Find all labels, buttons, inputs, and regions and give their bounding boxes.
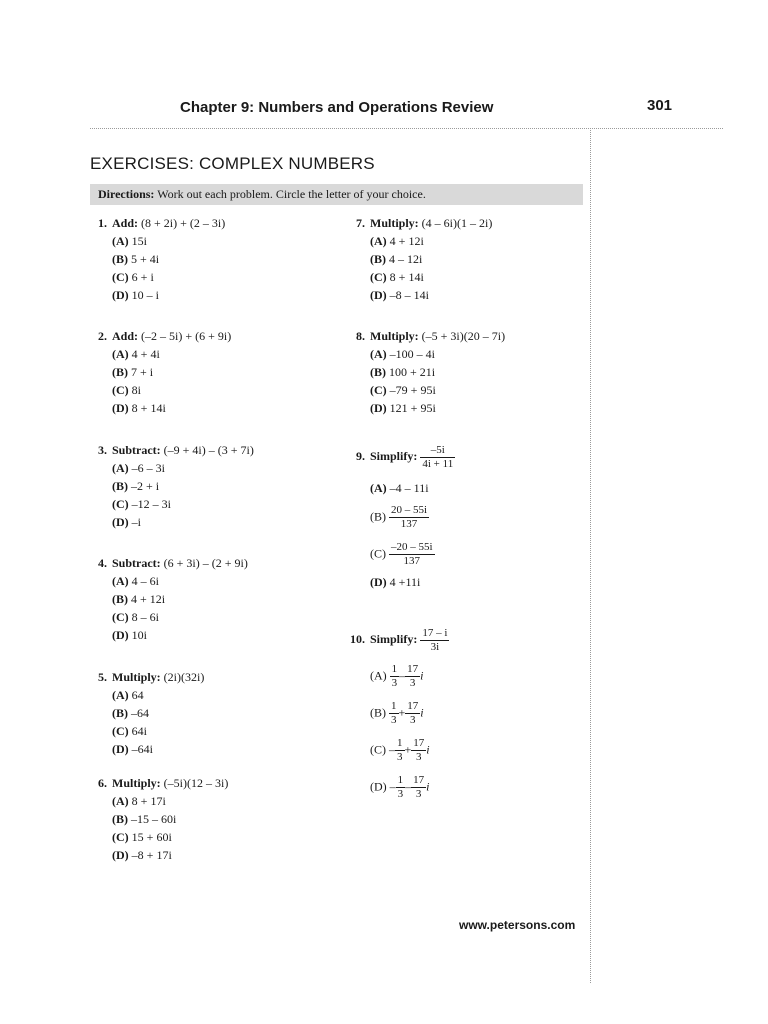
choice-label: (C) [112,270,129,284]
choice-label: (B) [112,706,128,720]
choice-c[interactable] [370,738,610,763]
choice-text: 8 + 14i [131,401,166,415]
choice-text: 64i [131,724,148,738]
choice-c[interactable] [112,495,352,513]
choice-sign: – [389,779,396,794]
question-expression: (–5i)(12 – 3i) [160,776,229,790]
choice-b[interactable] [112,363,352,381]
choice-operator: + [404,742,412,757]
choice-b[interactable] [370,505,610,530]
choice-fraction-a [396,775,406,800]
question-number: 7. [356,216,365,230]
choice-operator: – [405,779,412,794]
question-5 [98,668,352,758]
choice-sign: – [389,742,395,757]
question-10 [350,624,610,800]
choice-label: (C) [112,610,129,624]
choice-b[interactable] [112,250,352,268]
choice-label: (B) [370,252,386,266]
choice-text: –i [131,515,142,529]
choice-label: (A) [370,347,387,361]
chapter-title: Chapter 9: Numbers and Operations Review [180,99,494,116]
choice-label: (C) [112,830,129,844]
question-verb: Subtract: [112,443,161,457]
choice-fraction-b [405,701,420,726]
choice-label: (B) [112,479,128,493]
choice-fraction-a [395,738,405,763]
choice-d[interactable] [370,573,610,591]
choice-a[interactable] [112,686,352,704]
choice-label: (D) [370,401,387,415]
choice-text: –64 [131,706,149,720]
choice-text: –12 – 3i [131,497,172,511]
choice-text: 121 + 95i [389,401,436,415]
question-number: 9. [356,449,365,463]
question-expression: (–9 + 4i) – (3 + 7i) [160,443,254,457]
question-3 [98,441,352,531]
question-verb: Multiply: [370,216,419,230]
choice-a[interactable] [370,232,610,250]
choice-text: 7 + i [131,365,154,379]
choice-b[interactable] [112,704,352,722]
choice-text: 8i [131,383,142,397]
choice-label: (C) [370,546,386,561]
choice-label: (D) [112,515,129,529]
choice-c[interactable] [112,828,352,846]
choice-text: 4 + 12i [131,592,166,606]
choice-imaginary-unit: i [420,668,424,683]
choice-text: 10i [131,628,148,642]
choice-b[interactable] [112,810,352,828]
question-fraction [420,628,449,653]
choice-text: 100 + 21i [389,365,436,379]
choice-label: (C) [112,724,129,738]
choice-text: 4 + 12i [389,234,424,248]
choice-label: (C) [370,270,387,284]
choice-b[interactable] [370,250,610,268]
choice-text: –4 – 11i [389,481,429,495]
fraction-denominator: 3 [410,714,416,726]
fraction-denominator: 3 [391,677,398,689]
fraction-numerator: 17 [407,663,419,675]
choice-a[interactable] [112,459,352,477]
choice-text: –100 – 4i [389,347,436,361]
choice-text: 6 + i [131,270,154,284]
choice-fraction-a [389,701,399,726]
choice-label: (B) [112,592,128,606]
choice-a[interactable] [112,792,352,810]
question-number: 6. [98,776,107,790]
fraction-denominator: 3i [430,640,440,653]
choice-imaginary-unit: i [426,742,430,757]
choice-label: (C) [370,742,386,757]
choice-label: (D) [112,401,129,415]
question-4 [98,554,352,644]
choice-text: –6 – 3i [131,461,166,475]
page-number: 301 [647,97,673,114]
question-expression: (8 + 2i) + (2 – 3i) [138,216,226,230]
choice-label: (D) [370,779,387,794]
choice-label: (C) [370,383,387,397]
choice-d[interactable] [112,286,352,304]
question-8 [356,327,610,417]
choice-label: (D) [112,288,129,302]
fraction-numerator: 17 [413,774,425,786]
question-9 [356,441,610,591]
choice-label: (B) [112,252,128,266]
choice-label: (A) [112,461,129,475]
choice-label: (A) [112,688,129,702]
choice-text: 8 + 17i [131,794,166,808]
question-verb: Simplify: [370,632,418,646]
choice-a[interactable] [112,232,352,250]
choice-fraction [389,542,435,567]
choice-text: 8 + 14i [389,270,424,284]
choice-a[interactable] [370,479,610,497]
directions-label: Directions: [98,187,155,201]
fraction-denominator: 4i + 11 [422,457,454,470]
fraction-denominator: 3 [397,751,403,763]
directions-text: Work out each problem. Circle the letter of your choice. [154,187,426,201]
question-2 [98,327,352,417]
choice-c[interactable] [370,268,610,286]
choice-text: –15 – 60i [131,812,177,826]
choice-c[interactable] [112,608,352,626]
choice-text: –8 + 17i [131,848,172,862]
question-verb: Multiply: [112,670,161,684]
question-number: 1. [98,216,107,230]
fraction-denominator: 3 [409,677,416,689]
choice-label: (A) [370,668,387,683]
choice-label: (C) [112,497,129,511]
fraction-denominator: 3 [416,751,422,763]
fraction-denominator: 3 [397,788,404,800]
fraction-numerator: –20 – 55i [391,541,433,553]
choice-d[interactable] [112,740,352,758]
choice-text: 4 – 12i [389,252,423,266]
choice-label: (A) [112,347,129,361]
choice-b[interactable] [112,477,352,495]
fraction-numerator: 1 [391,700,397,712]
question-number: 5. [98,670,107,684]
choice-text: 8 – 6i [131,610,160,624]
choice-text: 10 – i [131,288,160,302]
choice-operator: + [398,705,406,720]
choice-imaginary-unit: i [426,779,430,794]
question-expression: (2i)(32i) [160,670,205,684]
choice-text: –64i [131,742,154,756]
choice-text: 5 + 4i [131,252,160,266]
question-number: 2. [98,329,107,343]
choice-fraction-b [405,664,420,689]
choice-label: (D) [112,848,129,862]
choice-d[interactable] [112,626,352,644]
choice-fraction-b [411,775,426,800]
choice-c[interactable] [112,381,352,399]
choice-a[interactable] [112,572,352,590]
choice-label: (B) [370,365,386,379]
choice-text: 4 + 4i [131,347,160,361]
choice-text: 64 [131,688,144,702]
fraction-numerator: 17 [413,737,425,749]
fraction-denominator: 137 [400,518,418,530]
section-title: EXERCISES: COMPLEX NUMBERS [90,154,375,173]
choice-text: 15 + 60i [131,830,172,844]
publisher-website[interactable]: www.petersons.com [459,918,576,932]
fraction-denominator: 137 [403,555,421,567]
choice-a[interactable] [370,664,610,689]
choice-label: (B) [370,705,386,720]
choice-text: 15i [131,234,148,248]
choice-label: (A) [112,574,129,588]
fraction-denominator: 3 [415,788,422,800]
choice-label: (B) [112,812,128,826]
question-verb: Multiply: [370,329,419,343]
choice-label: (A) [370,481,387,495]
choice-fraction [389,505,429,530]
question-verb: Multiply: [112,776,161,790]
question-verb: Subtract: [112,556,161,570]
question-expression: (4 – 6i)(1 – 2i) [418,216,493,230]
question-verb: Add: [112,329,139,343]
question-verb: Simplify: [370,449,418,463]
choice-fraction-a [390,664,400,689]
choice-text: 4 +11i [389,575,421,589]
question-number: 3. [98,443,107,457]
question-7 [356,214,610,304]
fraction-numerator: 1 [397,737,403,749]
choice-label: (D) [370,575,387,589]
fraction-numerator: 17 – i [422,626,448,639]
choice-d[interactable] [370,399,610,417]
question-verb: Add: [112,216,139,230]
choice-text: –79 + 95i [389,383,436,397]
choice-c[interactable] [112,268,352,286]
question-expression: (–5 + 3i)(20 – 7i) [418,329,506,343]
question-1 [98,214,352,304]
choice-a[interactable] [112,345,352,363]
question-expression: (–2 – 5i) + (6 + 9i) [138,329,232,343]
choice-c[interactable] [370,542,610,567]
fraction-numerator: 20 – 55i [391,504,428,516]
question-number: 8. [356,329,365,343]
choice-imaginary-unit: i [420,705,424,720]
header-divider [90,128,723,129]
choice-text: –2 + i [131,479,160,493]
choice-label: (D) [370,288,387,302]
choice-d[interactable] [112,399,352,417]
choice-b[interactable] [370,363,610,381]
choice-c[interactable] [112,722,352,740]
question-fraction [420,445,455,470]
choice-label: (A) [370,234,387,248]
choice-a[interactable] [370,345,610,363]
choice-label: (D) [112,742,129,756]
choice-c[interactable] [370,381,610,399]
question-expression: (6 + 3i) – (2 + 9i) [160,556,248,570]
question-number: 4. [98,556,107,570]
fraction-denominator: 3 [391,714,397,726]
choice-label: (B) [370,509,386,524]
directions-bar [90,184,583,205]
choice-label: (B) [112,365,128,379]
choice-d[interactable] [370,775,610,800]
question-number: 10. [350,632,365,646]
choice-text: –8 – 14i [389,288,430,302]
choice-text: 4 – 6i [131,574,160,588]
question-6 [98,774,352,864]
fraction-numerator: 1 [397,774,404,786]
choice-operator: – [399,668,406,683]
choice-label: (A) [112,234,129,248]
fraction-numerator: 17 [407,700,419,712]
fraction-numerator: 1 [391,663,398,675]
fraction-numerator: –5i [420,445,455,458]
choice-fraction-b [411,738,426,763]
choice-label: (C) [112,383,129,397]
choice-b[interactable] [370,701,610,726]
choice-label: (D) [112,628,129,642]
choice-d[interactable] [370,286,610,304]
choice-label: (A) [112,794,129,808]
choice-b[interactable] [112,590,352,608]
choice-d[interactable] [112,846,352,864]
choice-d[interactable] [112,513,352,531]
